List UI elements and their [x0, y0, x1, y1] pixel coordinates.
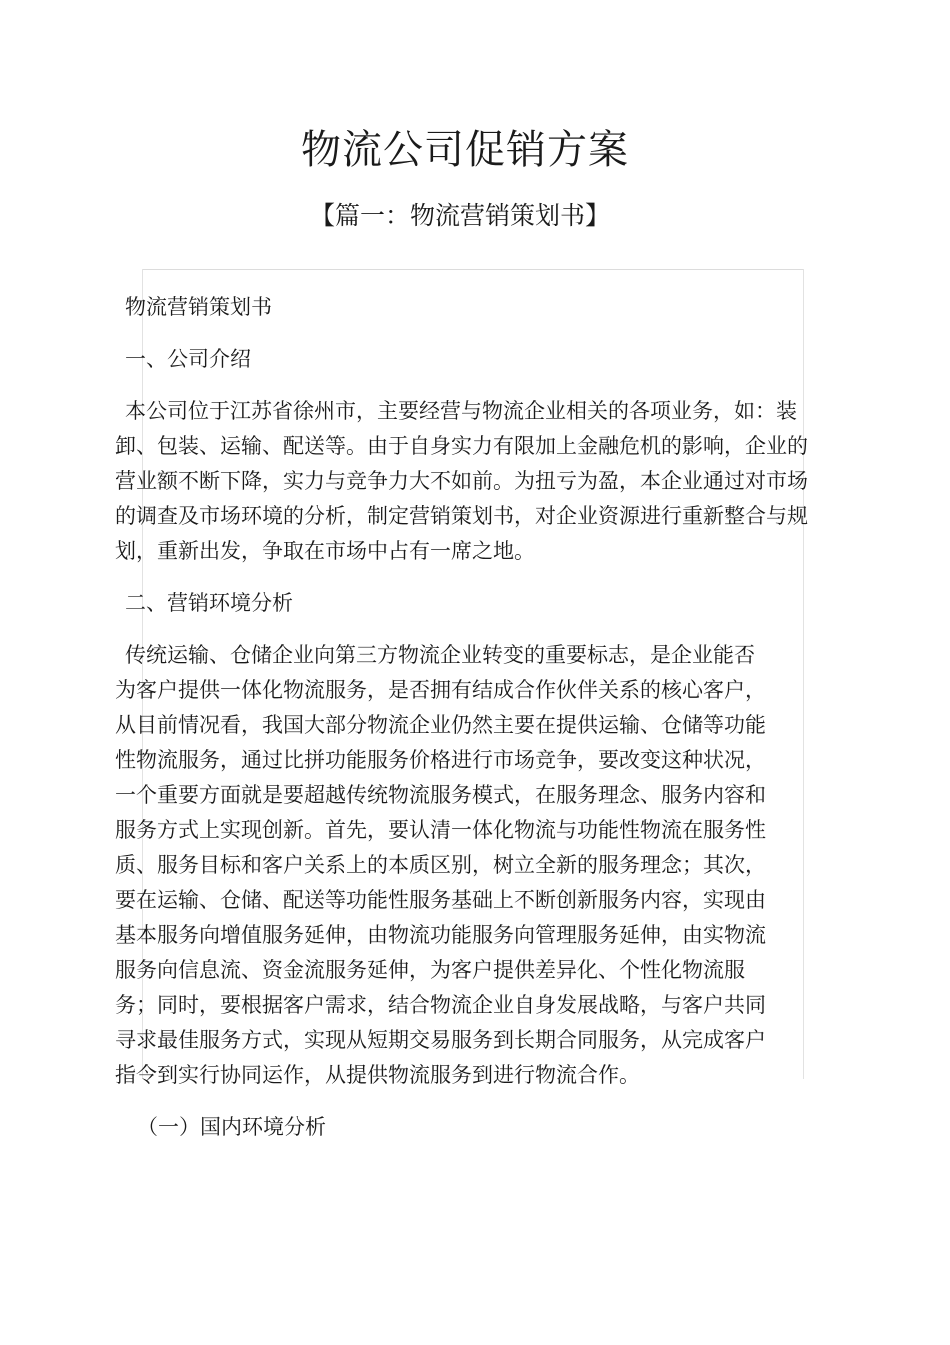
paragraph-marketing-environment: 传统运输、仓储企业向第三方物流企业转变的重要标志，是企业能否为客户提供一体化物流服务，是否拥有结成合作伙伴关系的核心客户，从目前情况看，我国大部分物流企业仍然主要在提供运输、仓储等功能性物流服务，通过比拼功能服务价格进行市场竞争，要改变这种状况，一个重要方面就是要超越传统物流服务模式，在服务理念、服务内容和服务方式上实现创新。首先，要认清一体化物流与功能性物流在服务性质、服务目标和客户关系上的本质区别，树立全新的服务理念；其次，要在运输、仓储、配送等功能性服务基础上不断创新服务内容，实现由基本服务向增值服务延伸，由物流功能服务向管理服务延伸，由实物流服务向信息流、资金流服务延伸，为客户提供差异化、个性化物流服务；同时，要根据客户需求，结合物流企业自身发展战略，与客户共同寻求最佳服务方式，实现从短期交易服务到长期合同服务，从完成客户指令到实行协同运作，从提供物流服务到进行物流合作。	[115, 643, 766, 1087]
document-title: 物流公司促销方案	[301, 127, 629, 173]
document-body	[115, 290, 830, 1145]
heading-company-intro: 一、公司介绍	[125, 347, 251, 371]
document-subtitle: 【篇一：物流营销策划书】	[309, 201, 610, 230]
paragraph-company-intro: 本公司位于江苏省徐州市，主要经营与物流企业相关的各项业务，如：装卸、包装、运输、配送等。由于自身实力有限加上金融危机的影响，企业的营业额不断下降，实力与竞争力大不如前。为扭亏为盈，本企业通过对市场的调查及市场环境的分析，制定营销策划书，对企业资源进行重新整合与规划，重新出发，争取在市场中占有一席之地。	[115, 399, 808, 563]
section-title: 物流营销策划书	[125, 295, 272, 319]
subheading-domestic-environment: （一）国内环境分析	[137, 1115, 326, 1139]
frame-border-top	[142, 269, 804, 270]
heading-marketing-environment: 二、营销环境分析	[125, 591, 293, 615]
